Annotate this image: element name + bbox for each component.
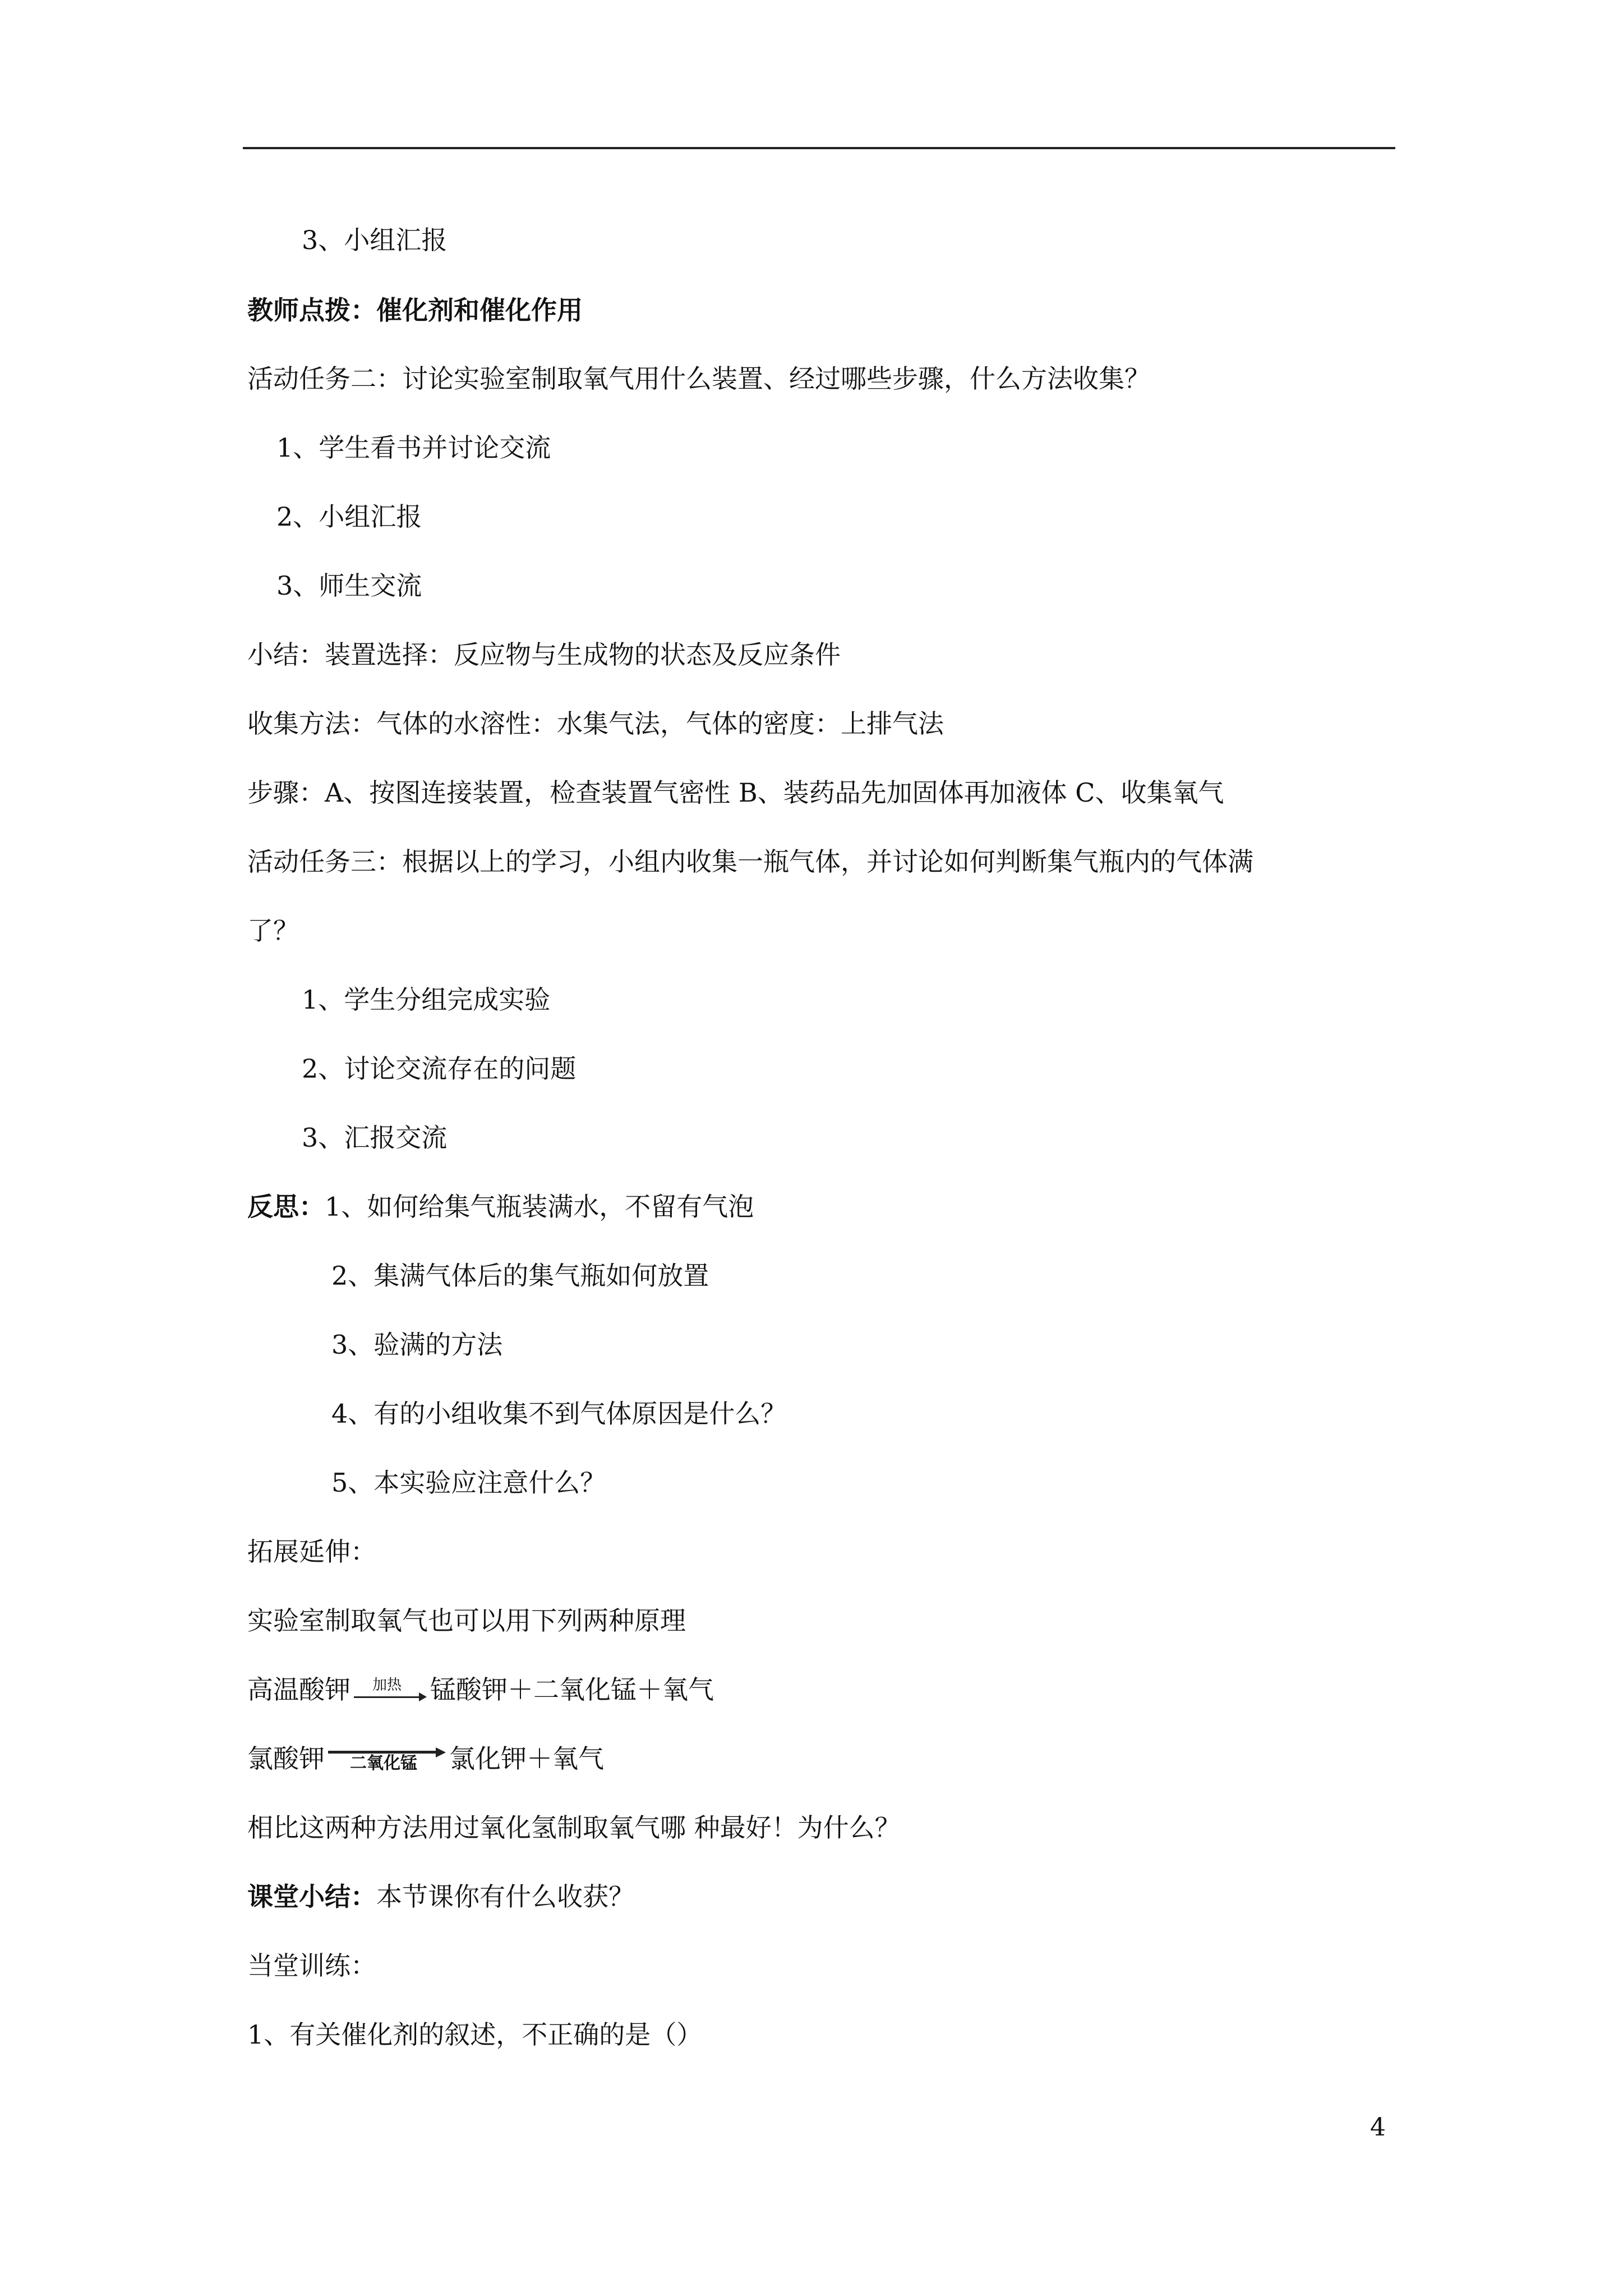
reflection-text: 1、如何给集气瓶装满水，不留有气泡 [325,1191,754,1222]
text-line: 3、汇报交流 [302,1122,448,1153]
reflection-line [247,1190,754,1223]
text-line: 了？ [247,915,299,946]
reaction-2-reactant: 氯酸钾 [247,1743,325,1774]
text-line: 5、本实验应注意什么？ [331,1467,606,1498]
text-line: 2、讨论交流存在的问题 [302,1053,577,1084]
reaction-2-condition: 二氧化锰 [350,1754,417,1773]
text-line: 4、有的小组收集不到气体原因是什么？ [331,1398,787,1429]
summary-line: 小结：装置选择：反应物与生成物的状态及反应条件 [247,639,841,670]
text-line: 1、学生分组完成实验 [302,984,551,1015]
text-line: 2、小组汇报 [276,501,422,532]
reaction-arrow-icon [354,1675,427,1709]
text-line: 3、小组汇报 [302,225,448,255]
text-line: 3、验满的方法 [331,1329,503,1360]
activity-task-3: 活动任务三：根据以上的学习，小组内收集一瓶气体，并讨论如何判断集气瓶内的气体满 [247,846,1253,877]
class-summary-line [247,1880,634,1913]
header-rule [243,147,1395,149]
reaction-arrow-icon [328,1744,446,1778]
teacher-guidance-line [247,293,583,327]
page-number: 4 [1370,2113,1386,2142]
text-line: 1、学生看书并讨论交流 [276,432,551,463]
class-summary-label: 课堂小结： [247,1881,376,1912]
text-line: 2、集满气体后的集气瓶如何放置 [331,1260,709,1291]
reaction-equation-2 [247,1742,604,1778]
reaction-2-products: 氯化钾＋氧气 [449,1743,604,1774]
comparison-question: 相比这两种方法用过氧化氢制取氧气哪 种最好！为什么？ [247,1812,901,1843]
text-line: 3、师生交流 [276,570,422,601]
reaction-equation-1 [247,1673,714,1709]
reaction-1-reactant: 高温酸钾 [247,1674,351,1705]
activity-task-2: 活动任务二：讨论实验室制取氧气用什么装置、经过哪些步骤，什么方法收集？ [247,364,1150,394]
steps-line: 步骤：A、按图连接装置，检查装置气密性 B、装药品先加固体再加液体 C、收集氧气 [247,777,1224,808]
text-line: 实验室制取氧气也可以用下列两种原理 [247,1605,686,1636]
class-summary-text: 本节课你有什么收获？ [376,1881,634,1912]
practice-question-1: 1、有关催化剂的叙述，不正确的是（） [247,2019,703,2050]
reaction-1-condition: 加热 [372,1677,402,1694]
reflection-label: 反思： [247,1191,325,1222]
collection-method-line: 收集方法：气体的水溶性：水集气法，气体的密度：上排气法 [247,708,944,739]
teacher-guidance-label: 教师点拨： [247,295,376,325]
practice-heading: 当堂训练： [247,1950,376,1981]
extension-heading: 拓展延伸： [247,1536,376,1567]
reaction-1-products: 锰酸钾＋二氧化锰＋氧气 [430,1674,714,1705]
teacher-guidance-text: 催化剂和催化作用 [376,295,583,325]
